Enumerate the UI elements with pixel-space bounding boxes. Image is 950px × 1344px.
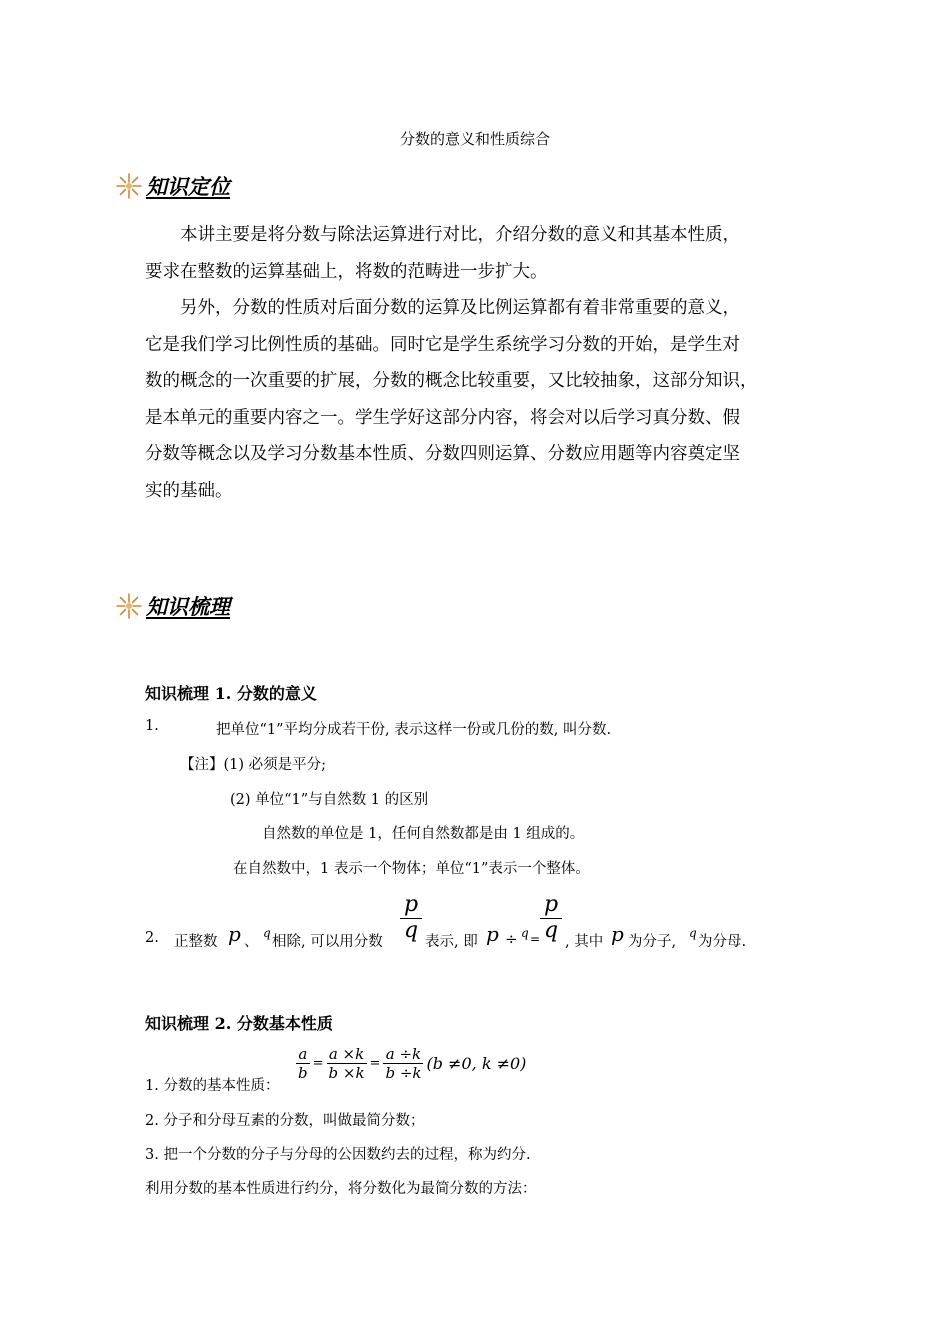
property-label: 1. 分数的基本性质：	[145, 1078, 280, 1094]
text-line: 另外，分数的性质对后面分数的运算及比例运算都有着非常重要的意义，	[180, 298, 740, 318]
formula-condition: (b ≠0, k ≠0)	[426, 1054, 527, 1073]
text-line: 本讲主要是将分数与除法运算进行对比，介绍分数的意义和其基本性质，	[180, 225, 740, 245]
fraction-denominator: q	[403, 918, 419, 943]
intro-paragraph	[145, 217, 845, 509]
section-heading-review	[114, 590, 230, 622]
text-fragment: 为分子,	[628, 934, 677, 950]
fraction-numerator: a ×k	[327, 1045, 367, 1064]
basic-property-formula	[296, 1045, 526, 1082]
section-heading-text: 知识梳理	[146, 594, 230, 619]
fraction-numerator: a	[296, 1045, 310, 1064]
note-text: 在自然数中，1 表示一个物体；单位“1”表示一个整体。	[233, 861, 590, 877]
property-text: 利用分数的基本性质进行约分，将分数化为最简分数的方法：	[145, 1181, 537, 1197]
text-fragment: 相除, 可以用分数	[272, 934, 383, 950]
fraction-multiply-k	[327, 1045, 367, 1082]
section-heading-positioning	[114, 170, 230, 202]
fraction-denominator: q	[543, 918, 559, 943]
property-text: 3. 把一个分数的分子与分母的公因数约去的过程，称为约分.	[145, 1147, 531, 1163]
equals-sign: =	[530, 932, 541, 946]
text-fragment: 表示, 即	[425, 934, 478, 950]
variable-p: p	[486, 922, 499, 946]
variable-q: q	[689, 926, 697, 940]
note-text: 自然数的单位是 1，任何自然数都是由 1 组成的。	[262, 826, 585, 842]
text-line: 它是我们学习比例性质的基础。同时它是学生系统学习分数的开始，是学生对	[145, 334, 740, 355]
text-line: 数的概念的一次重要的扩展，分数的概念比较重要，又比较抽象，这部分知识，	[145, 371, 758, 391]
sparkle-icon	[114, 171, 144, 201]
variable-p: p	[228, 922, 241, 946]
fraction-denominator: b ×k	[328, 1064, 365, 1082]
text-line: 要求在整数的运算基础上，将数的范畴进一步扩大。	[145, 261, 548, 282]
note-text: (2) 单位“1”与自然数 1 的区别	[230, 792, 429, 808]
list-item-number: 2.	[145, 930, 159, 946]
text-line: 是本单元的重要内容之一。学生学好这部分内容，将会对以后学习真分数、假	[145, 407, 740, 428]
fraction-numerator: a ÷k	[383, 1045, 423, 1064]
variable-p: p	[611, 922, 624, 946]
subsection-heading-1: 知识梳理 1. 分数的意义	[145, 684, 317, 703]
fraction-denominator: b ÷k	[385, 1064, 422, 1082]
equals-sign: =	[369, 1056, 381, 1071]
note-row	[180, 753, 326, 774]
note-text: (1) 必须是平分;	[223, 757, 327, 773]
note-label: 【注】	[180, 757, 224, 773]
variable-q: q	[263, 926, 271, 940]
sparkle-icon	[114, 591, 144, 621]
list-item-number: 1.	[145, 718, 159, 734]
fraction-p-over-q	[540, 892, 562, 943]
text-line: 分数等概念以及学习分数基本性质、分数四则运算、分数应用题等内容奠定坚	[145, 444, 740, 464]
fraction-divide-k	[383, 1045, 423, 1082]
document-title: 分数的意义和性质综合	[399, 130, 550, 148]
section-heading-text: 知识定位	[146, 174, 230, 199]
text-line: 实的基础。	[145, 480, 233, 501]
equals-sign: =	[312, 1056, 324, 1071]
subsection-heading-2: 知识梳理 2. 分数基本性质	[145, 1014, 333, 1033]
property-text: 2. 分子和分母互素的分数，叫做最简分数；	[145, 1113, 425, 1129]
text-fragment: , 其中	[565, 934, 604, 950]
fraction-p-over-q	[400, 892, 422, 943]
text-fragment: 正整数	[174, 934, 218, 950]
definition-text: 把单位“1”平均分成若干份, 表示这样一份或几份的数, 叫分数.	[216, 722, 612, 738]
fraction-numerator: p	[540, 892, 562, 919]
divide-sign: ÷	[505, 930, 518, 948]
fraction-numerator: p	[400, 892, 422, 919]
text-fragment: 、	[244, 934, 259, 950]
variable-q: q	[521, 926, 529, 940]
text-fragment: 为分母.	[698, 934, 747, 950]
fraction-denominator: b	[298, 1064, 308, 1082]
fraction-a-over-b	[296, 1045, 310, 1082]
